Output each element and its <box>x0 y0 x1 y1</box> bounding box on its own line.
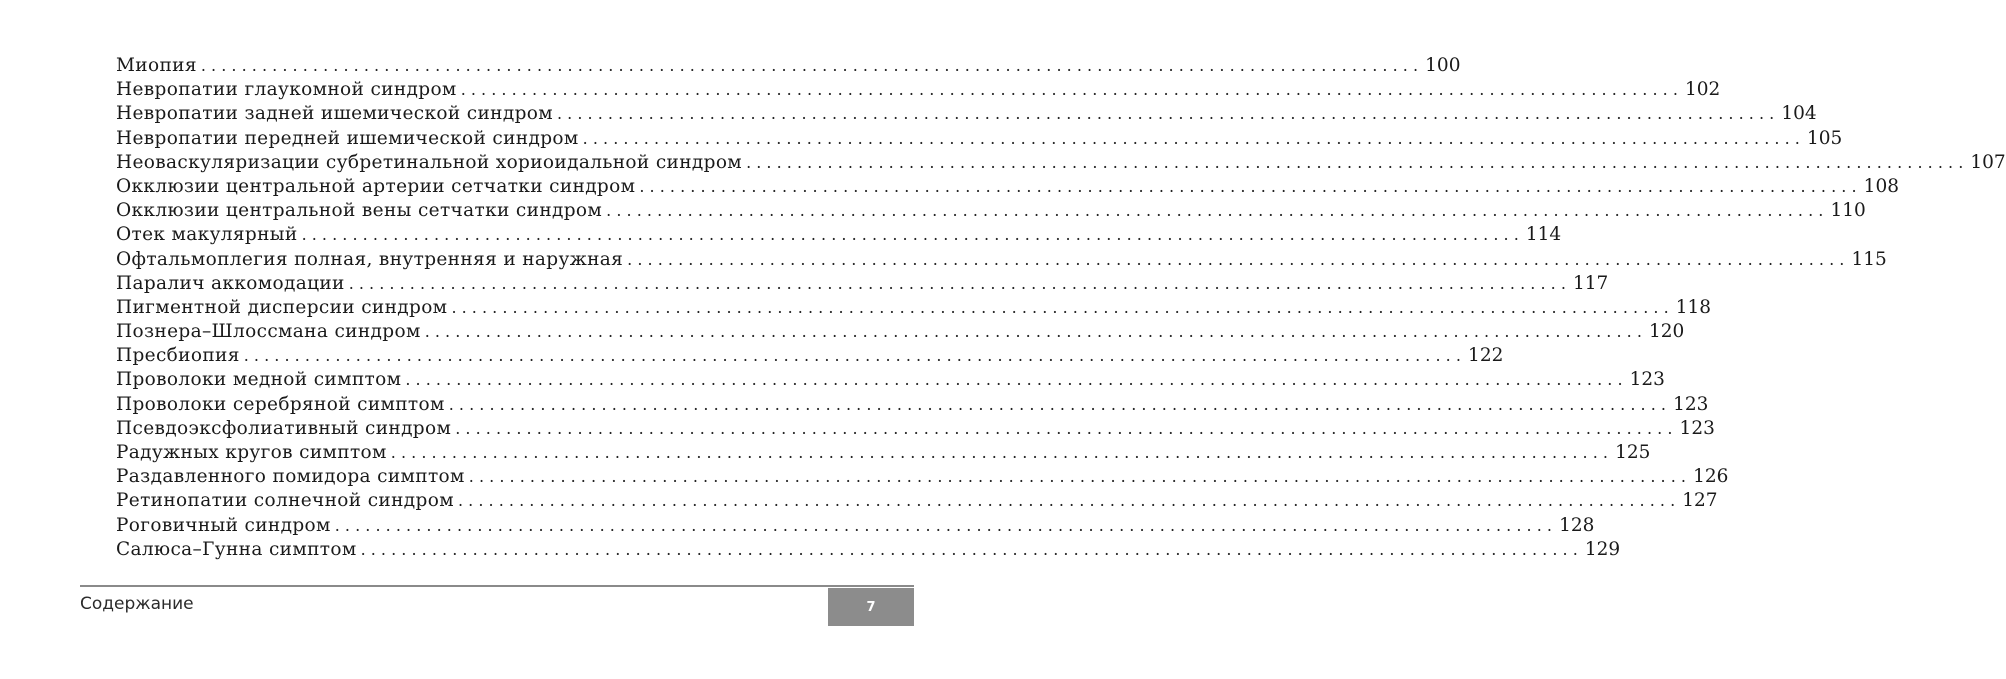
toc-entry <box>116 151 2006 175</box>
toc-entry-page: 123 <box>1673 393 1709 415</box>
toc-entry-title: Проволоки медной симптом <box>116 369 402 391</box>
dot-leader: ........................................................................................................................ <box>448 394 1672 414</box>
dot-leader: ........................................................................................................................ <box>639 176 1862 196</box>
toc-entry-page: 123 <box>1679 417 1715 439</box>
toc-entry-title: Раздавленного помидора симптом <box>116 466 465 488</box>
toc-entry <box>116 296 1712 320</box>
toc-entry <box>116 393 1709 417</box>
toc-entry-page: 122 <box>1468 345 1504 367</box>
page-number-badge <box>828 588 914 626</box>
dot-leader: ........................................................................................................................ <box>606 201 1829 221</box>
dot-leader: ........................................................................................................................ <box>557 104 1780 124</box>
toc-entry <box>116 514 1595 538</box>
toc-entry <box>116 175 1899 199</box>
toc-entry <box>116 417 1715 441</box>
toc-entry-page: 125 <box>1615 442 1651 463</box>
toc-entry-title: Познера–Шлоссмана синдром <box>116 321 421 343</box>
toc-entry <box>116 538 1621 562</box>
toc-entry-page: 107 <box>1970 151 2006 173</box>
toc-entry-page: 108 <box>1863 175 1899 197</box>
toc-entry-title: Псевдоэксфолиативный синдром <box>116 417 452 439</box>
toc-entry-page: 110 <box>1830 200 1866 222</box>
toc-entry-title: Проволоки серебряной симптом <box>116 393 445 415</box>
dot-leader: ........................................................................................................................ <box>301 225 1524 245</box>
toc-entry-page: 127 <box>1682 490 1718 512</box>
toc-entry <box>116 344 1504 368</box>
toc-entry-page: 123 <box>1629 369 1665 391</box>
toc-entry-title: Роговичный синдром <box>116 514 331 536</box>
toc-entry-title: Офтальмоплегия полная, внутренняя и наружная <box>116 248 624 270</box>
toc-entry <box>116 199 1866 223</box>
dot-leader: ........................................................................................................................ <box>243 346 1467 366</box>
toc-entry-page: 115 <box>1851 248 1887 270</box>
toc-entry-page: 126 <box>1693 466 1729 488</box>
dot-leader: ........................................................................................................................ <box>582 128 1805 148</box>
toc-entry <box>116 441 1651 465</box>
toc-entry <box>116 489 1718 513</box>
dot-leader: ........................................................................................................................ <box>348 273 1571 293</box>
toc-entry-title: Миопия <box>116 55 197 76</box>
dot-leader: ........................................................................................................................ <box>405 370 1628 390</box>
toc-entry-page: 129 <box>1584 538 1621 560</box>
page-number: 7 <box>866 599 876 615</box>
toc-entry-title: Салюса–Гунна симптом <box>116 538 357 560</box>
toc-entry <box>116 54 1461 78</box>
toc-entry-page: 114 <box>1525 224 1562 246</box>
dot-leader: ........................................................................................................................ <box>746 152 1969 172</box>
toc-entry <box>116 102 1817 126</box>
toc-entry-page: 118 <box>1675 296 1712 318</box>
dot-leader: ........................................................................................................................ <box>360 539 1583 559</box>
toc-entry-page: 100 <box>1425 55 1461 76</box>
toc-entry-title: Невропатии задней ишемической синдром <box>116 103 553 125</box>
toc-entry-page: 102 <box>1685 79 1721 101</box>
toc-entry-page: 120 <box>1649 321 1685 343</box>
dot-leader: ........................................................................................................................ <box>451 297 1674 317</box>
toc-entry <box>116 78 1721 102</box>
toc-entry-title: Пресбиопия <box>116 345 240 367</box>
toc-entry <box>116 248 1887 272</box>
dot-leader: ........................................................................................................................ <box>424 322 1647 342</box>
toc-entry-title: Отек макулярный <box>116 224 298 246</box>
footer-section-label: Содержание <box>80 594 194 614</box>
toc-entry-title: Пигментной дисперсии синдром <box>116 296 448 318</box>
toc-entry-title: Паралич аккомодации <box>116 272 345 294</box>
toc-entry-title: Ретинопатии солнечной синдром <box>116 490 454 512</box>
toc-entry-title: Радужных кругов симптом <box>116 442 387 463</box>
toc-entry <box>116 320 1685 344</box>
dot-leader: ........................................................................................................................ <box>200 56 1424 75</box>
toc-entry <box>116 127 1843 151</box>
toc-entry-page: 105 <box>1806 127 1843 149</box>
toc-entry-title: Невропатии передней ишемической синдром <box>116 127 579 149</box>
dot-leader: ........................................................................................................................ <box>334 515 1558 535</box>
toc-entry <box>116 465 1729 489</box>
dot-leader: ........................................................................................................................ <box>468 467 1692 487</box>
toc-entry-page: 128 <box>1559 514 1595 536</box>
table-of-contents <box>116 54 2006 562</box>
toc-entry <box>116 223 1562 247</box>
dot-leader: ........................................................................................................................ <box>457 491 1681 511</box>
toc-entry-title: Неоваскуляризации субретинальной хориоидальной синдром <box>116 151 743 173</box>
toc-entry-title: Окклюзии центральной артерии сетчатки синдром <box>116 175 636 197</box>
dot-leader: ........................................................................................................................ <box>460 80 1683 100</box>
dot-leader: ........................................................................................................................ <box>455 418 1678 438</box>
toc-entry <box>116 368 1665 392</box>
toc-entry-title: Окклюзии центральной вены сетчатки синдром <box>116 200 603 222</box>
toc-entry-page: 104 <box>1781 103 1817 125</box>
toc-entry-page: 117 <box>1573 272 1609 294</box>
dot-leader: ........................................................................................................................ <box>627 249 1850 269</box>
dot-leader: ........................................................................................................................ <box>390 443 1614 462</box>
toc-entry <box>116 272 1609 296</box>
toc-entry-title: Невропатии глаукомной синдром <box>116 79 457 101</box>
footer-divider <box>80 585 914 587</box>
